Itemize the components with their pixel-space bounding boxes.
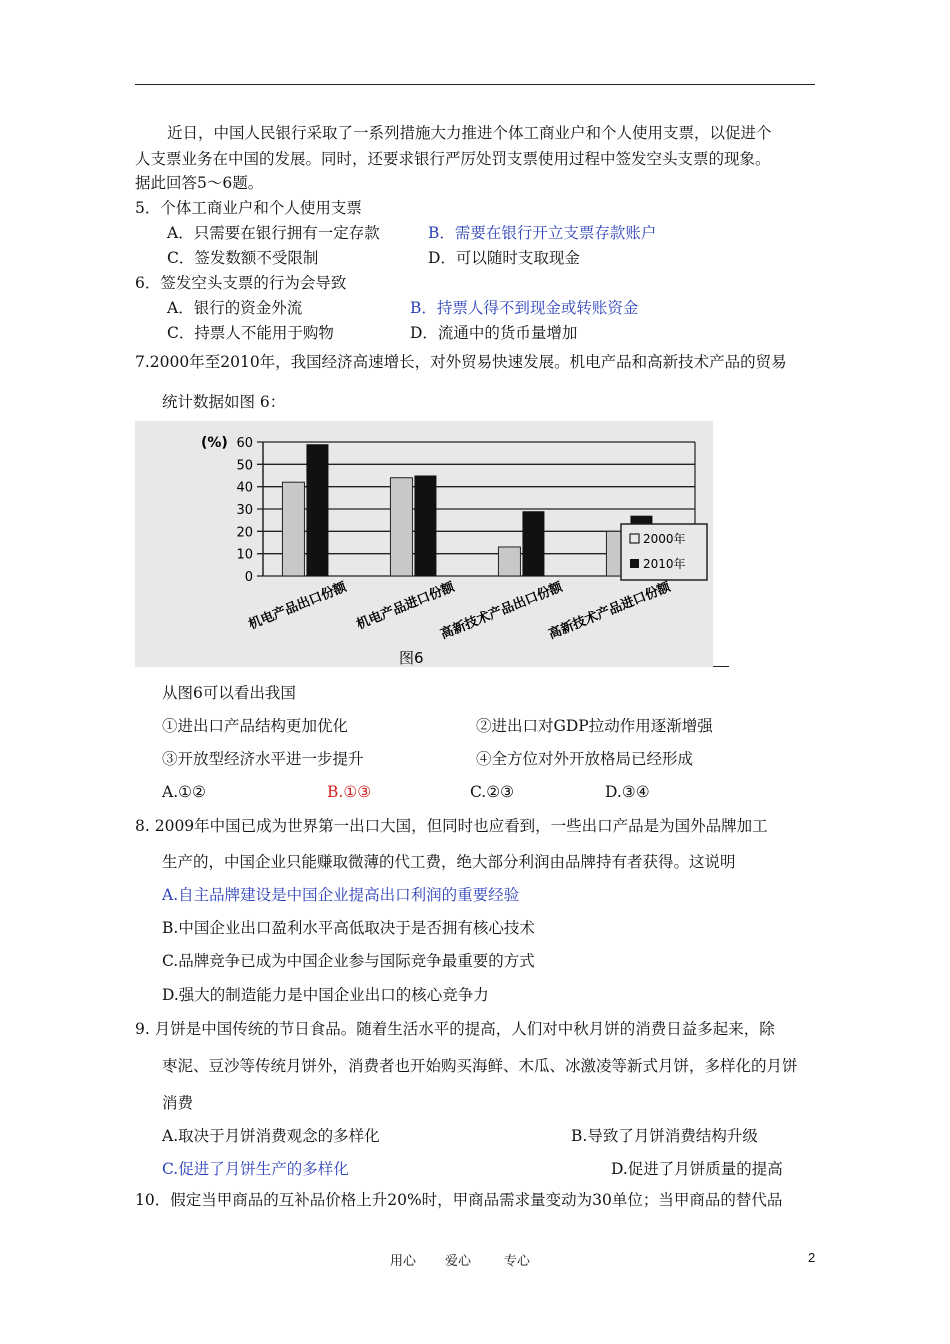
x-category-label: 高新技术产品出口份额 [438,579,565,643]
bar-2010 [522,511,544,576]
q7-after: 从图6可以看出我国 [162,684,296,702]
bar-2010 [306,444,328,576]
footer-text-2: 爱心 [445,1254,472,1269]
q5-stem: 5．个体工商业户和个人使用支票 [135,199,362,217]
q9-stem-1: 9. 月饼是中国传统的节日食品。随着生活水平的提高，人们对中秋月饼的消费日益多起来，除 [135,1020,775,1038]
y-tick-label: 10 [236,547,253,563]
footer-text-1: 用心 [390,1254,417,1269]
y-tick-label: 50 [236,458,253,474]
q9-stem-3: 消费 [162,1094,194,1112]
figure-6 [135,421,713,667]
bar-chart [135,421,713,667]
q6-stem: 6．签发空头支票的行为会导致 [135,274,347,292]
y-tick-label: 20 [236,525,253,541]
header-rule [135,84,815,85]
q6-option-a: A．银行的资金外流 [167,299,303,317]
y-axis-label: (%) [201,435,228,451]
figure-mark [713,666,729,667]
footer-text-3: 专心 [504,1254,531,1269]
q6-option-b: B．持票人得不到现金或转账资金 [410,299,639,317]
q8-option-d: D.强大的制造能力是中国企业出口的核心竞争力 [162,986,489,1004]
y-ticks [236,436,253,585]
page-number: 2 [808,1250,816,1265]
legend-label-2000: 2000年 [643,532,686,546]
y-tick-label: 0 [244,570,253,585]
q7-option-b: B.①③ [327,783,372,801]
q5-option-c: C．签发数额不受限制 [167,249,319,267]
intro-line-3: 据此回答5～6题。 [135,174,264,192]
bar-2010 [414,476,436,577]
q7-statement-2: ②进出口对GDP拉动作用逐渐增强 [476,717,713,735]
q8-option-b: B.中国企业出口盈利水平高低取决于是否拥有核心技术 [162,919,535,937]
q5-option-a: A．只需要在银行拥有一定存款 [167,224,380,242]
q6-option-d: D．流通中的货币量增加 [410,324,578,342]
bar-2000 [390,478,412,576]
q6-option-c: C．持票人不能用于购物 [167,324,334,342]
q8-stem-1: 8. 2009年中国已成为世界第一出口大国，但同时也应看到，一些出口产品是为国外品牌加工 [135,817,768,835]
q7-option-d: D.③④ [605,783,650,801]
q10-stem: 10．假定当甲商品的互补品价格上升20%时，甲商品需求量变动为30单位；当甲商品的替代品 [135,1191,783,1209]
q8-option-c: C.品牌竞争已成为中国企业参与国际竞争最重要的方式 [162,952,535,970]
chart-legend [621,524,707,580]
bar-2000 [498,547,520,576]
q8-option-a: A.自主品牌建设是中国企业提高出口利润的重要经验 [162,886,520,904]
q5-option-b: B．需要在银行开立支票存款账户 [428,224,657,242]
legend-swatch-2010 [630,559,639,568]
q7-option-c: C.②③ [470,783,515,801]
x-category-label: 机电产品进口份额 [354,579,457,633]
legend-swatch-2000 [630,534,639,543]
q9-option-b: B.导致了月饼消费结构升级 [571,1127,758,1145]
q7-statement-3: ③开放型经济水平进一步提升 [162,750,364,768]
legend-label-2010: 2010年 [643,557,686,571]
figure-caption: 图6 [399,649,424,667]
q7-option-a: A.①② [162,783,206,801]
intro-line-1: 近日，中国人民银行采取了一系列措施大力推进个体工商业户和个人使用支票，以促进个 [167,124,772,142]
q9-stem-2: 枣泥、豆沙等传统月饼外，消费者也开始购买海鲜、木瓜、冰激凌等新式月饼，多样化的月饼 [162,1057,798,1075]
q9-option-c: C.促进了月饼生产的多样化 [162,1160,349,1178]
q7-statement-1: ①进出口产品结构更加优化 [162,717,349,735]
y-tick-label: 30 [236,503,253,518]
intro-line-2: 人支票业务在中国的发展。同时，还要求银行严厉处罚支票使用过程中签发空头支票的现象。 [135,150,771,168]
y-tick-label: 40 [236,480,253,496]
x-category-label: 高新技术产品进口份额 [546,579,673,643]
q5-option-d: D．可以随时支取现金 [428,249,580,267]
bar-2000 [282,482,304,576]
q9-option-a: A.取决于月饼消费观念的多样化 [162,1127,380,1145]
y-tick-label: 60 [236,436,253,451]
q9-option-d: D.促进了月饼质量的提高 [611,1160,783,1178]
q7-stem-2: 统计数据如图 6： [162,393,286,411]
x-labels [246,579,673,643]
q8-stem-2: 生产的，中国企业只能赚取微薄的代工费，绝大部分利润由品牌持有者获得。这说明 [162,853,736,871]
q7-stem-1: 7.2000年至2010年，我国经济高速增长，对外贸易快速发展。机电产品和高新技术产品的贸易 [135,353,787,371]
x-category-label: 机电产品出口份额 [246,579,349,633]
q7-statement-4: ④全方位对外开放格局已经形成 [476,750,694,768]
